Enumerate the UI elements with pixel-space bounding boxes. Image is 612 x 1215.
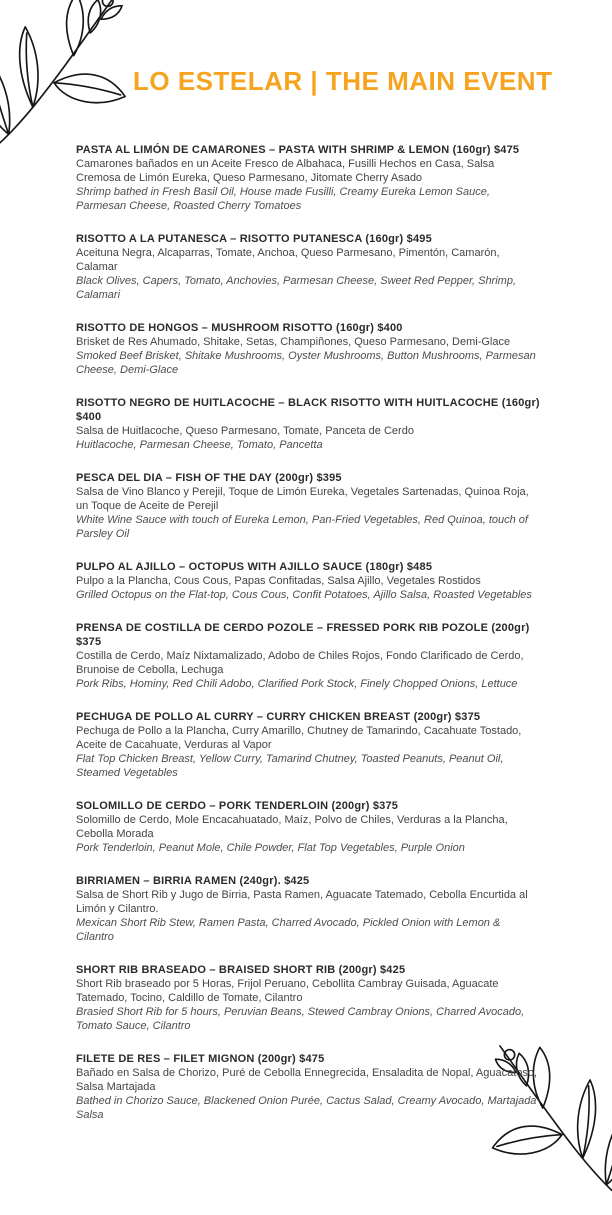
menu-item-description-english: Black Olives, Capers, Tomato, Anchovies, Parmesan Cheese, Sweet Red Pepper, Shrimp, Calamari (76, 275, 517, 301)
menu-item-description-english: Pork Tenderloin, Peanut Mole, Chile Powder, Flat Top Vegetables, Purple Onion (76, 842, 465, 854)
menu-item-description-english: Brasied Short Rib for 5 hours, Peruvian Beans, Stewed Cambray Onions, Charred Avocado, Tomato Sauce, Cilantro (76, 1006, 525, 1032)
menu-item-title: PESCA DEL DIA – FISH OF THE DAY (200gr) $395 (76, 472, 342, 484)
menu-item-title: PECHUGA DE POLLO AL CURRY – CURRY CHICKEN BREAST (200gr) $375 (76, 711, 481, 723)
menu-item-title: PULPO AL AJILLO – OCTOPUS WITH AJILLO SAUCE (180gr) $485 (76, 561, 433, 573)
menu-item-title: SOLOMILLO DE CERDO – PORK TENDERLOIN (200gr) $375 (76, 800, 399, 812)
menu-item-description-spanish: Salsa de Short Rib y Jugo de Birria, Pasta Ramen, Aguacate Tatemado, Cebolla Encurtida al Limón y Cilantro. (76, 889, 528, 915)
menu-item-title: PASTA AL LIMÓN DE CAMARONES – PASTA WITH SHRIMP & LEMON (160gr) $475 (76, 144, 520, 156)
menu-item-description-english: Grilled Octopus on the Flat-top, Cous Cous, Confit Potatoes, Ajillo Salsa, Roasted Vegetables (76, 589, 532, 601)
menu-item-description-spanish: Salsa de Vino Blanco y Perejil, Toque de Limón Eureka, Vegetales Sartenadas, Quinoa Roja, un Toque de Aceite de Perejil (76, 486, 529, 512)
menu-item (76, 471, 540, 541)
menu-item (76, 396, 540, 452)
branch-leaves-illustration-top-left (0, 0, 130, 160)
menu-item (76, 560, 540, 602)
menu-item-title: BIRRIAMEN – BIRRIA RAMEN (240gr). $425 (76, 875, 310, 887)
menu-item-description-english: Shrimp bathed in Fresh Basil Oil, House made Fusilli, Creamy Eureka Lemon Sauce, Parmesan Cheese, Roasted Cherry Tomatoes (76, 186, 490, 212)
page-title: LO ESTELAR | THE MAIN EVENT (133, 66, 553, 96)
menu-item (76, 710, 540, 780)
menu-item-description-spanish: Short Rib braseado por 5 Horas, Frijol Peruano, Cebollita Cambray Guisada, Aguacate Tatemado, Tocino, Caldillo de Tomate, Cilantro (76, 978, 499, 1004)
menu-item-description-english: Mexican Short Rib Stew, Ramen Pasta, Charred Avocado, Pickled Onion with Lemon & Cilantro (76, 917, 501, 943)
menu-item (76, 321, 540, 377)
menu-item-description-spanish: Camarones bañados en un Aceite Fresco de Albahaca, Fusilli Hechos en Casa, Salsa Cremosa de Limón Eureka, Queso Parmesano, Jitomate Cherry Asado (76, 158, 495, 184)
menu-item-description-english: Pork Ribs, Hominy, Red Chili Adobo, Clarified Pork Stock, Finely Chopped Onions, Lettuce (76, 678, 518, 690)
menu-item-description-spanish: Brisket de Res Ahumado, Shitake, Setas, Champiñones, Queso Parmesano, Demi-Glace (76, 336, 511, 348)
menu-item-title: PRENSA DE COSTILLA DE CERDO POZOLE – FRESSED PORK RIB POZOLE (200gr) $375 (76, 622, 530, 648)
menu-item-description-english: Huitlacoche, Parmesan Cheese, Tomato, Pancetta (76, 439, 323, 451)
menu-item-title: FILETE DE RES – FILET MIGNON (200gr) $475 (76, 1053, 325, 1065)
menu-item-description-spanish: Aceituna Negra, Alcaparras, Tomate, Anchoa, Queso Parmesano, Pimentón, Camarón, Calamar (76, 247, 500, 273)
menu-item-description-spanish: Bañado en Salsa de Chorizo, Puré de Cebolla Ennegrecida, Ensaladita de Nopal, Aguacatoso, Salsa Martajada (76, 1067, 538, 1093)
menu-item-description-spanish: Costilla de Cerdo, Maíz Nixtamalizado, Adobo de Chiles Rojos, Fondo Clarificado de Cerdo, Brunoise de Cebolla, Lechuga (76, 650, 524, 676)
menu-item-description-english: Flat Top Chicken Breast, Yellow Curry, Tamarind Chutney, Toasted Peanuts, Peanut Oil, Steamed Vegetables (76, 753, 504, 779)
menu-item-title: RISOTTO DE HONGOS – MUSHROOM RISOTTO (160gr) $400 (76, 322, 403, 334)
menu-item-description-spanish: Salsa de Huitlacoche, Queso Parmesano, Tomate, Panceta de Cerdo (76, 425, 414, 437)
menu-item-title: RISOTTO A LA PUTANESCA – RISOTTO PUTANESCA (160gr) $495 (76, 233, 432, 245)
menu-item-description-spanish: Pechuga de Pollo a la Plancha, Curry Amarillo, Chutney de Tamarindo, Cacahuate Tostado, Aceite de Cacahuate, Verduras al Vapor (76, 725, 522, 751)
menu-item (76, 799, 540, 855)
menu-item-title: RISOTTO NEGRO DE HUITLACOCHE – BLACK RISOTTO WITH HUITLACOCHE (160gr) $400 (76, 397, 540, 423)
menu-list (76, 143, 540, 1141)
menu-item-description-english: Bathed in Chorizo Sauce, Blackened Onion Purée, Cactus Salad, Creamy Avocado, Martajada Salsa (76, 1095, 537, 1121)
menu-item (76, 963, 540, 1033)
menu-item (76, 232, 540, 302)
menu-item-description-english: White Wine Sauce with touch of Eureka Lemon, Pan-Fried Vegetables, Red Quinoa, touch of Parsley Oil (76, 514, 528, 540)
branch-leaves-icon (0, 0, 130, 160)
menu-item-title: SHORT RIB BRASEADO – BRAISED SHORT RIB (200gr) $425 (76, 964, 406, 976)
menu-item (76, 621, 540, 691)
menu-item-description-spanish: Solomillo de Cerdo, Mole Encacahuatado, Maíz, Polvo de Chiles, Verduras a la Plancha, Cebolla Morada (76, 814, 508, 840)
menu-item (76, 143, 540, 213)
menu-item-description-spanish: Pulpo a la Plancha, Cous Cous, Papas Confitadas, Salsa Ajillo, Vegetales Rostidos (76, 575, 481, 587)
menu-item-description-english: Smoked Beef Brisket, Shitake Mushrooms, Oyster Mushrooms, Button Mushrooms, Parmesan Cheese, Demi-Glace (76, 350, 536, 376)
menu-item (76, 1052, 540, 1122)
menu-item (76, 874, 540, 944)
